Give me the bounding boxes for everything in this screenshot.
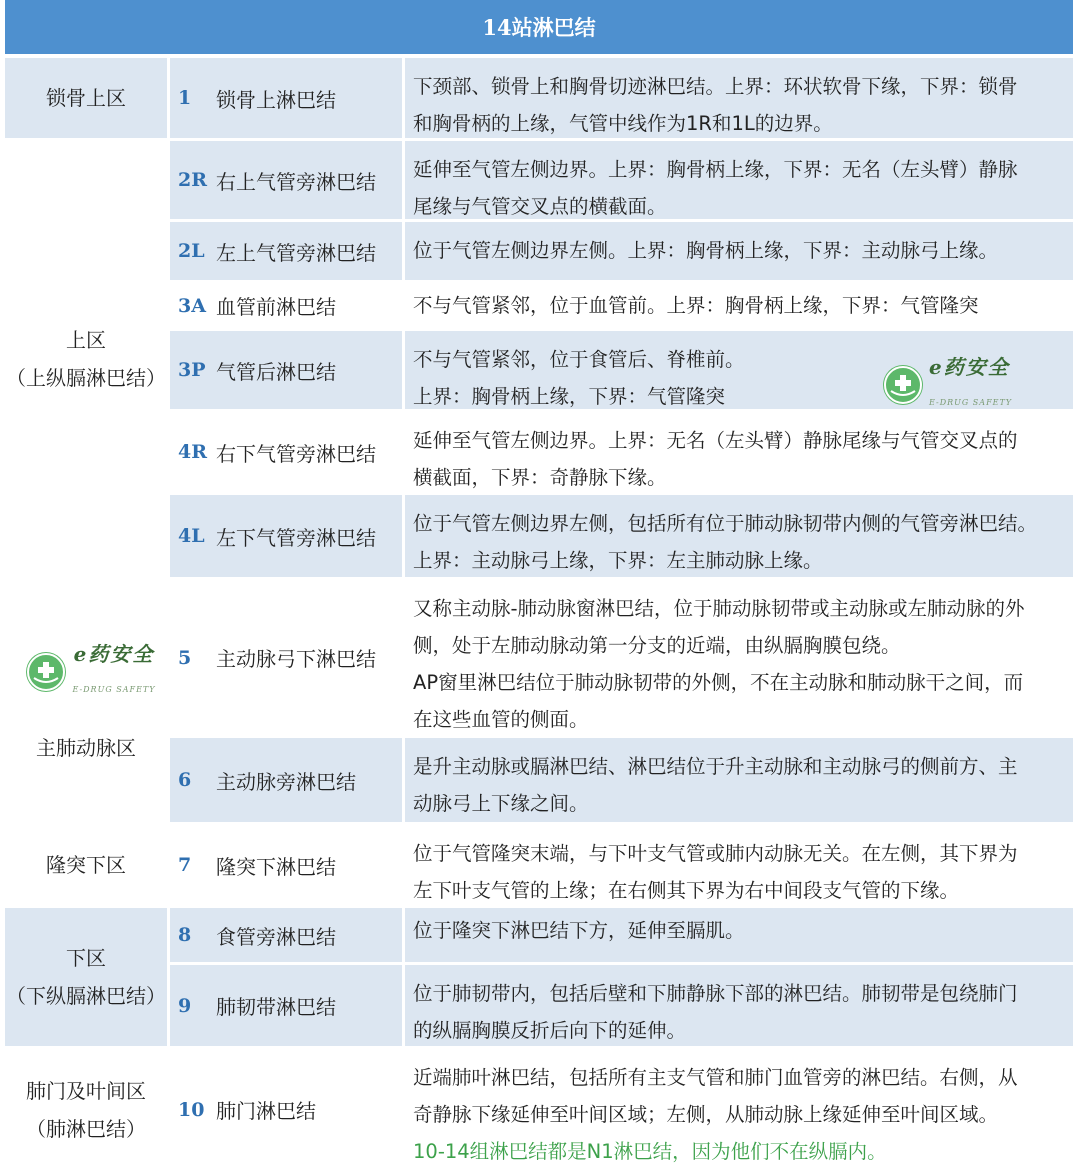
- region-label: 肺门及叶间区: [26, 1078, 146, 1103]
- region-supraclavicular: [5, 58, 170, 138]
- station-10-description: [405, 1049, 1073, 1170]
- desc-line: 不与气管紧邻，位于食管后、脊椎前。: [413, 348, 745, 371]
- station-2l-description: [405, 222, 1073, 280]
- watermark-logo: [26, 635, 155, 709]
- region-label: 下区: [66, 946, 106, 970]
- station-code: 8: [178, 924, 192, 946]
- station-2l: [170, 222, 405, 280]
- station-name: 隆突下淋巴结: [216, 854, 336, 879]
- region-label: 主肺动脉区: [36, 736, 136, 760]
- station-10: [170, 1049, 405, 1170]
- station-code: 9: [178, 994, 192, 1017]
- desc-line: 上界：主动脉弓上缘，下界：左主肺动脉上缘。: [413, 549, 823, 572]
- station-code: 5: [178, 646, 192, 669]
- station-name: 右下气管旁淋巴结: [216, 441, 376, 466]
- desc-line: 横截面，下界：奇静脉下缘。: [413, 466, 667, 489]
- station-3a: [170, 283, 405, 328]
- station-1-description: [405, 58, 1073, 138]
- desc-line: 位于肺韧带内，包括后壁和下肺静脉下部的淋巴结。肺韧带是包绕肺门: [413, 982, 1018, 1005]
- station-name: 左下气管旁淋巴结: [216, 525, 376, 550]
- region-label: 锁骨上区: [46, 86, 126, 110]
- station-code: 2R: [178, 169, 208, 191]
- station-9-description: [405, 965, 1073, 1046]
- desc-line: 尾缘与气管交叉点的横截面。: [413, 195, 667, 218]
- station-name: 血管前淋巴结: [216, 295, 336, 319]
- station-6-description: [405, 738, 1073, 822]
- desc-line: 近端肺叶淋巴结，包括所有主支气管和肺门血管旁的淋巴结。右侧，从: [413, 1066, 1018, 1089]
- desc-line: 位于气管左侧边界左侧。上界：胸骨柄上缘，下界：主动脉弓上缘。: [413, 239, 999, 262]
- region-lower: [5, 908, 170, 1046]
- station-7-description: [405, 825, 1073, 905]
- station-1: [170, 58, 405, 138]
- station-3a-description: [405, 283, 1073, 328]
- desc-line: 延伸至气管左侧边界。上界：胸骨柄上缘，下界：无名（左头臂）静脉: [413, 158, 1018, 181]
- station-4l: [170, 495, 405, 577]
- desc-line: 奇静脉下缘延伸至叶间区域；左侧，从肺动脉上缘延伸至叶间区域。: [413, 1103, 999, 1126]
- table-title: 14站淋巴结: [5, 0, 1073, 54]
- station-name: 右上气管旁淋巴结: [216, 169, 376, 194]
- station-8: [170, 908, 405, 962]
- station-4r-description: [405, 412, 1073, 492]
- cross-icon: [883, 365, 923, 405]
- station-3p-description: [405, 331, 1073, 409]
- station-code: 10: [178, 1098, 205, 1121]
- desc-line: 上界：胸骨柄上缘，下界：气管隆突: [413, 385, 726, 408]
- station-name: 食管旁淋巴结: [216, 924, 336, 949]
- station-code: 1: [178, 87, 192, 109]
- watermark-text: e药安全: [929, 355, 1010, 379]
- station-3p: [170, 331, 405, 409]
- region-sublabel: （下纵膈淋巴结）: [6, 984, 166, 1008]
- station-4r: [170, 412, 405, 492]
- desc-line: 位于隆突下淋巴结下方，延伸至膈肌。: [413, 919, 745, 942]
- station-5: [170, 580, 405, 735]
- station-5-description: [405, 580, 1073, 735]
- region-upper: [5, 141, 170, 577]
- station-code: 3A: [178, 294, 206, 317]
- station-9: [170, 965, 405, 1046]
- region-subcarinal: [5, 825, 170, 905]
- region-label: 上区: [66, 328, 106, 352]
- station-name: 锁骨上淋巴结: [216, 87, 336, 112]
- region-sublabel: （上纵膈淋巴结）: [6, 366, 166, 390]
- desc-line: 位于气管左侧边界左侧，包括所有位于肺动脉韧带内侧的气管旁淋巴结。: [413, 512, 1038, 535]
- station-2r-description: [405, 141, 1073, 219]
- region-label: 隆突下区: [46, 853, 126, 877]
- desc-line: 的纵膈胸膜反折后向下的延伸。: [413, 1019, 687, 1042]
- cross-icon: [26, 652, 66, 692]
- station-4l-description: [405, 495, 1073, 577]
- station-name: 气管后淋巴结: [216, 359, 336, 384]
- station-name: 肺门淋巴结: [216, 1099, 316, 1123]
- station-code: 2L: [178, 240, 205, 262]
- desc-line: 延伸至气管左侧边界。上界：无名（左头臂）静脉尾缘与气管交叉点的: [413, 429, 1018, 452]
- station-code: 7: [178, 854, 192, 876]
- station-name: 肺韧带淋巴结: [216, 995, 336, 1019]
- watermark-logo: [883, 349, 1012, 421]
- desc-line: 位于气管隆突末端，与下叶支气管或肺内动脉无关。在左侧，其下界为: [413, 842, 1018, 865]
- station-code: 3P: [178, 359, 206, 381]
- region-hilar: [5, 1049, 170, 1170]
- n1-note: 10-14组淋巴结都是N1淋巴结，因为他们不在纵膈内。: [413, 1140, 887, 1163]
- desc-line: 侧，处于左肺动脉动第一分支的近端，由纵膈胸膜包绕。: [413, 634, 901, 657]
- station-6: [170, 738, 405, 822]
- watermark-subtext: E-DRUG SAFETY: [72, 685, 156, 694]
- desc-line: 下颈部、锁骨上和胸骨切迹淋巴结。上界：环状软骨下缘，下界：锁骨: [413, 75, 1018, 98]
- region-sublabel: （肺淋巴结）: [26, 1116, 146, 1141]
- station-7: [170, 825, 405, 905]
- station-name: 左上气管旁淋巴结: [216, 240, 376, 265]
- desc-line: AP窗里淋巴结位于肺动脉韧带的外侧，不在主动脉和肺动脉干之间，而: [413, 671, 1024, 694]
- watermark-subtext: E-DRUG SAFETY: [929, 398, 1013, 407]
- desc-line: 左下叶支气管的上缘；在右侧其下界为右中间段支气管的下缘。: [413, 879, 960, 902]
- station-code: 4R: [178, 441, 208, 463]
- region-aortopulmonary: [5, 580, 170, 822]
- desc-line: 又称主动脉-肺动脉窗淋巴结，位于肺动脉韧带或主动脉或左肺动脉的外: [413, 597, 1025, 620]
- station-code: 4L: [178, 525, 205, 547]
- station-8-description: [405, 908, 1073, 962]
- station-name: 主动脉弓下淋巴结: [216, 647, 376, 671]
- desc-line: 和胸骨柄的上缘，气管中线作为1R和1L的边界。: [413, 112, 833, 135]
- station-name: 主动脉旁淋巴结: [216, 769, 356, 794]
- desc-line: 动脉弓上下缘之间。: [413, 792, 589, 815]
- station-code: 6: [178, 769, 192, 791]
- watermark-text: e药安全: [73, 642, 155, 666]
- desc-line: 不与气管紧邻，位于血管前。上界：胸骨柄上缘，下界：气管隆突: [413, 294, 979, 317]
- desc-line: 是升主动脉或膈淋巴结、淋巴结位于升主动脉和主动脉弓的侧前方、主: [413, 755, 1018, 778]
- desc-line: 在这些血管的侧面。: [413, 708, 589, 731]
- station-2r: [170, 141, 405, 219]
